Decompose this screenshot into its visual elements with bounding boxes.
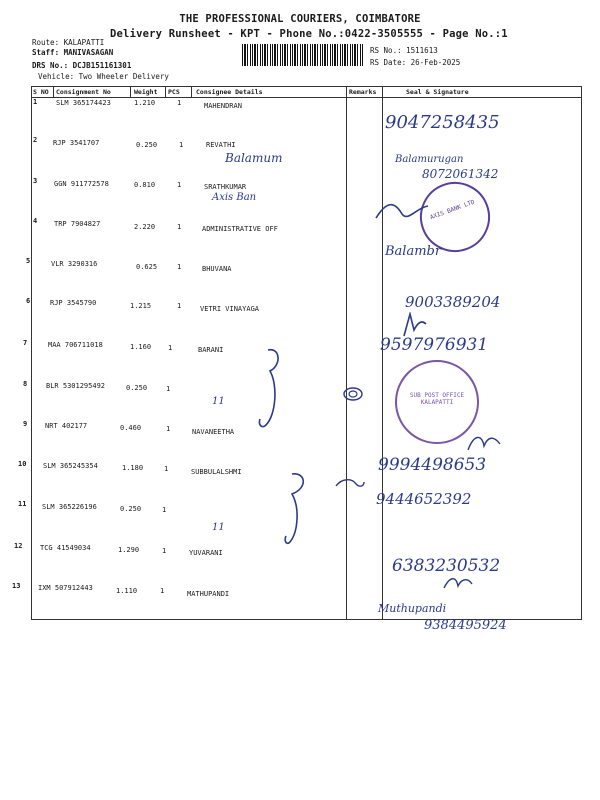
- col-divider: [53, 87, 54, 97]
- row-consignee: VETRI VINAYAGA: [200, 305, 260, 313]
- row-consignee: SRATHKUMAR: [204, 183, 247, 191]
- pen-stroke-signature: [278, 470, 318, 550]
- row-consignee: MATHUPANDI: [187, 590, 230, 598]
- pen-stroke-signature: [464, 430, 504, 456]
- row-pcs: 1: [168, 344, 173, 352]
- row-sno: 9: [23, 420, 28, 428]
- row-consignee: SUBBULALSHMI: [191, 468, 242, 476]
- handwritten-phone: 9047258435: [385, 112, 500, 133]
- row-consignee: ADMINISTRATIVE OFF: [202, 225, 278, 233]
- col-divider: [165, 87, 166, 97]
- row-weight: 2.220: [134, 223, 156, 231]
- pen-stroke-signature: [372, 196, 432, 226]
- row-pcs: 1: [177, 223, 182, 231]
- col-sno: S NO: [33, 88, 49, 96]
- col-seal: Seal & Signature: [406, 88, 469, 96]
- row-sno: 12: [14, 542, 23, 550]
- handwritten-phone: 9444652392: [376, 490, 472, 508]
- col-pcs: PCS: [168, 88, 180, 96]
- row-weight: 0.460: [120, 424, 142, 432]
- row-pcs: 1: [177, 302, 182, 310]
- col-consignment: Consignment No: [56, 88, 111, 96]
- barcode: [242, 44, 364, 66]
- row-sno: 1: [33, 98, 38, 106]
- col-weight: Weight: [134, 88, 158, 96]
- remarks-mark: [334, 476, 366, 492]
- row-weight: 0.625: [136, 263, 158, 271]
- table-header: [32, 87, 581, 98]
- handwritten-phone: 9003389204: [405, 293, 501, 311]
- row-consignment: BLR 5301295492: [46, 382, 106, 390]
- row-pcs: 1: [179, 141, 184, 149]
- row-consignment: IXM 507912443: [38, 584, 93, 592]
- handwritten-phone: 9994498653: [378, 455, 487, 475]
- handwritten-ditto: 11: [212, 522, 225, 533]
- col-consignee: Consignee Details: [196, 88, 263, 96]
- row-weight: 1.180: [122, 464, 144, 472]
- handwritten-signature: Muthupandi: [378, 602, 447, 615]
- col-divider: [346, 87, 347, 619]
- row-sno: 10: [18, 460, 27, 468]
- handwritten-name: Balamum: [225, 151, 283, 165]
- row-consignee: BHUVANA: [202, 265, 232, 273]
- row-pcs: 1: [166, 385, 171, 393]
- post-office-stamp: SUB POST OFFICE KALAPATTI: [395, 360, 479, 444]
- row-consignment: NRT 402177: [45, 422, 88, 430]
- row-pcs: 1: [177, 181, 182, 189]
- row-consignee: NAVANEETHA: [192, 428, 235, 436]
- handwritten-phone: 9384495924: [424, 618, 507, 633]
- row-pcs: 1: [162, 506, 167, 514]
- row-weight: 1.290: [118, 546, 140, 554]
- handwritten-note: Axis Ban: [212, 192, 257, 203]
- row-pcs: 1: [177, 99, 182, 107]
- row-sno: 4: [33, 217, 38, 225]
- row-consignment: SLM 365245354: [43, 462, 98, 470]
- route-label: Route: KALAPATTI: [32, 38, 105, 47]
- handwritten-signature: Balambr: [385, 244, 442, 259]
- row-consignee: REVATHI: [206, 141, 236, 149]
- row-consignment: RJP 3541707: [53, 139, 100, 147]
- row-weight: 0.250: [120, 505, 142, 513]
- handwritten-ditto: 11: [212, 396, 225, 407]
- row-consignee: YUVARANI: [189, 549, 223, 557]
- vehicle-label: Vehicle: Two Wheeler Delivery: [38, 72, 169, 81]
- col-divider: [191, 87, 192, 97]
- row-sno: 7: [23, 339, 28, 347]
- row-consignment: MAA 706711018: [48, 341, 103, 349]
- row-sno: 8: [23, 380, 28, 388]
- row-consignment: RJP 3545790: [50, 299, 97, 307]
- pen-stroke-signature: [258, 345, 288, 435]
- row-consignee: MAHENDRAN: [204, 102, 242, 110]
- row-sno: 6: [26, 297, 31, 305]
- row-weight: 1.110: [116, 587, 138, 595]
- staff-label: Staff: MANIVASAGAN: [32, 48, 114, 57]
- document-title: THE PROFESSIONAL COURIERS, COIMBATORE: [179, 13, 421, 25]
- row-pcs: 1: [166, 425, 171, 433]
- row-pcs: 1: [162, 547, 167, 555]
- row-sno: 2: [33, 136, 38, 144]
- pen-stroke-signature: [440, 574, 476, 594]
- rs-date: RS Date: 26-Feb-2025: [370, 58, 461, 67]
- col-divider: [130, 87, 131, 97]
- handwritten-phone: 8072061342: [422, 167, 499, 181]
- axis-bank-stamp: AXIS BANK LTD: [410, 172, 500, 262]
- row-pcs: 1: [160, 587, 165, 595]
- row-sno: 3: [33, 177, 38, 185]
- row-pcs: 1: [164, 465, 169, 473]
- row-sno: 13: [12, 582, 21, 590]
- row-weight: 0.810: [134, 181, 156, 189]
- row-weight: 1.215: [130, 302, 152, 310]
- drs-label: DRS No.: DCJB151161301: [32, 61, 132, 70]
- pen-stroke-signature: [398, 312, 428, 338]
- rs-number: RS No.: 1511613: [370, 46, 438, 55]
- row-weight: 1.210: [134, 99, 156, 107]
- row-consignment: TRP 7904827: [54, 220, 101, 228]
- document-subtitle: Delivery Runsheet - KPT - Phone No.:0422-3505555 - Page No.:1: [110, 28, 508, 40]
- row-sno: 11: [18, 500, 27, 508]
- row-consignment: TCG 41549034: [40, 544, 91, 552]
- row-weight: 1.160: [130, 343, 152, 351]
- row-consignment: GGN 911772578: [54, 180, 109, 188]
- row-pcs: 1: [177, 263, 182, 271]
- handwritten-phone: 6383230532: [392, 556, 501, 576]
- row-consignment: SLM 365226196: [42, 503, 97, 511]
- row-sno: 5: [26, 257, 31, 265]
- row-consignment: SLM 365174423: [56, 99, 111, 107]
- row-consignee: BARANI: [198, 346, 224, 354]
- row-weight: 0.250: [126, 384, 148, 392]
- remarks-mark: [342, 386, 364, 402]
- handwritten-phone: 9597976931: [380, 335, 489, 355]
- row-weight: 0.250: [136, 141, 158, 149]
- col-remarks: Remarks: [349, 88, 377, 96]
- handwritten-signature: Balamurugan: [395, 154, 464, 165]
- row-consignment: VLR 3290316: [51, 260, 98, 268]
